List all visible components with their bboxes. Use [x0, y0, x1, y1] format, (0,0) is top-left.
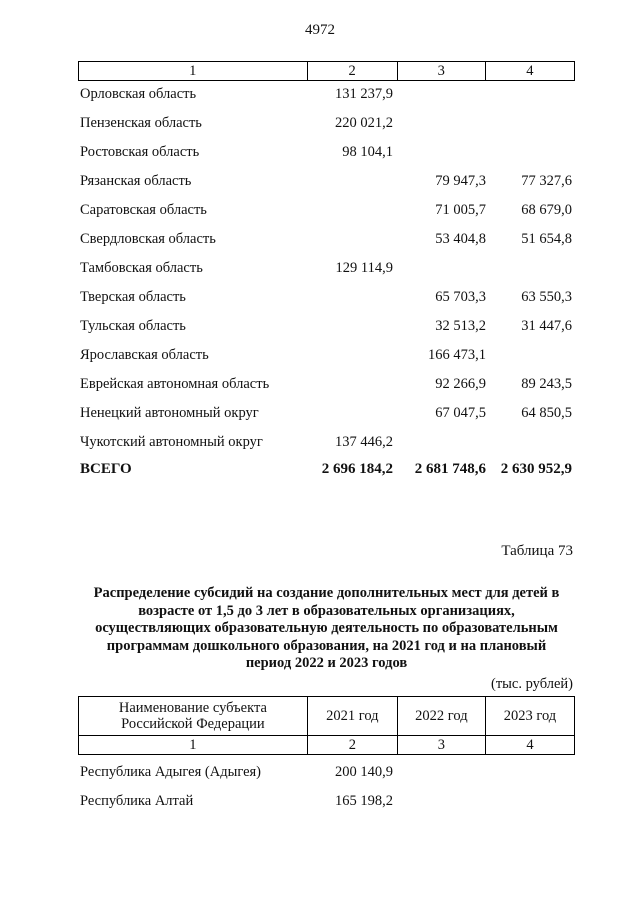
table-row	[78, 144, 575, 164]
table-row	[78, 405, 575, 425]
col-number-1: 1	[79, 736, 308, 755]
table-row	[78, 231, 575, 251]
value-2023: 89 243,5	[521, 376, 572, 392]
value-2021: 165 198,2	[335, 793, 393, 809]
col-number-3: 3	[397, 736, 485, 755]
table-row	[78, 202, 575, 222]
table72-column-numbers	[78, 61, 575, 81]
value-2022: 92 266,9	[435, 376, 486, 392]
value-2022: 67 047,5	[435, 405, 486, 421]
value-2022: 79 947,3	[435, 173, 486, 189]
table-row	[78, 347, 575, 367]
col-number-4: 4	[485, 736, 574, 755]
region-name: Республика Адыгея (Адыгея)	[80, 764, 262, 780]
value-2022: 71 005,7	[435, 202, 486, 218]
table-row	[78, 434, 575, 454]
region-name: Тверская область	[80, 289, 186, 305]
table-number-label: Таблица 73	[501, 543, 573, 559]
value-2021: 131 237,9	[335, 86, 393, 102]
page-number: 4972	[305, 22, 335, 38]
col-number-1: 1	[79, 62, 308, 81]
table-row	[78, 764, 575, 784]
table-row	[78, 115, 575, 135]
title-line: период 2022 и 2023 годов	[245, 655, 408, 671]
table-row	[78, 86, 575, 106]
total-2022: 2 681 748,6	[414, 461, 486, 477]
value-2023: 63 550,3	[521, 289, 572, 305]
value-2022: 53 404,8	[435, 231, 486, 247]
region-name: Свердловская область	[80, 231, 216, 247]
table-row	[78, 173, 575, 193]
value-2023: 77 327,6	[521, 173, 572, 189]
total-2023: 2 630 952,9	[500, 461, 572, 477]
table-row	[78, 793, 575, 813]
header-subject-name	[79, 697, 308, 736]
header-line: Наименование субъекта	[118, 700, 267, 716]
region-name: Республика Алтай	[80, 793, 194, 809]
region-name: Чукотский автономный округ	[80, 434, 263, 450]
table-row	[78, 318, 575, 338]
col-number-2: 2	[307, 62, 397, 81]
title-line: возрасте от 1,5 до 3 лет в образовательных организациях,	[138, 602, 515, 619]
region-name: Ненецкий автономный округ	[80, 405, 259, 421]
region-name: Саратовская область	[80, 202, 207, 218]
total-label: ВСЕГО	[80, 461, 132, 477]
region-name: Еврейская автономная область	[80, 376, 270, 392]
value-2022: 32 513,2	[435, 318, 486, 334]
title-line: осуществляющих образовательную деятельность по образовательным	[95, 620, 558, 636]
value-2021: 137 446,2	[335, 434, 393, 450]
region-name: Орловская область	[80, 86, 197, 102]
value-2023: 31 447,6	[521, 318, 572, 334]
region-name: Рязанская область	[80, 173, 192, 189]
col-number-4: 4	[485, 62, 574, 81]
total-2021: 2 696 184,2	[321, 461, 393, 477]
units-label: (тыс. рублей)	[491, 676, 573, 692]
header-2022: 2022 год	[397, 697, 485, 736]
table-title	[78, 585, 575, 673]
value-2021: 129 114,9	[335, 260, 393, 276]
table-row	[78, 260, 575, 280]
value-2023: 68 679,0	[521, 202, 572, 218]
region-name: Тамбовская область	[80, 260, 203, 276]
value-2021: 98 104,1	[342, 144, 393, 160]
header-2021: 2021 год	[307, 697, 397, 736]
table-row	[78, 376, 575, 396]
col-number-2: 2	[307, 736, 397, 755]
region-name: Ярославская область	[80, 347, 209, 363]
header-2023: 2023 год	[485, 697, 574, 736]
header-line: Российской Федерации	[121, 716, 265, 732]
value-2023: 64 850,5	[521, 405, 572, 421]
value-2022: 166 473,1	[428, 347, 486, 363]
title-line: программам дошкольного образования, на 2021 год и на плановый	[106, 637, 547, 654]
value-2023: 51 654,8	[521, 231, 572, 247]
total-row	[78, 461, 575, 481]
value-2022: 65 703,3	[435, 289, 486, 305]
table73-header	[78, 696, 575, 755]
region-name: Ростовская область	[80, 144, 200, 160]
table-row	[78, 289, 575, 309]
col-number-3: 3	[397, 62, 485, 81]
region-name: Тульская область	[80, 318, 186, 334]
value-2021: 200 140,9	[335, 764, 393, 780]
value-2021: 220 021,2	[335, 115, 393, 131]
title-line: Распределение субсидий на создание дополнительных мест для детей в	[93, 585, 560, 601]
region-name: Пензенская область	[80, 115, 202, 131]
